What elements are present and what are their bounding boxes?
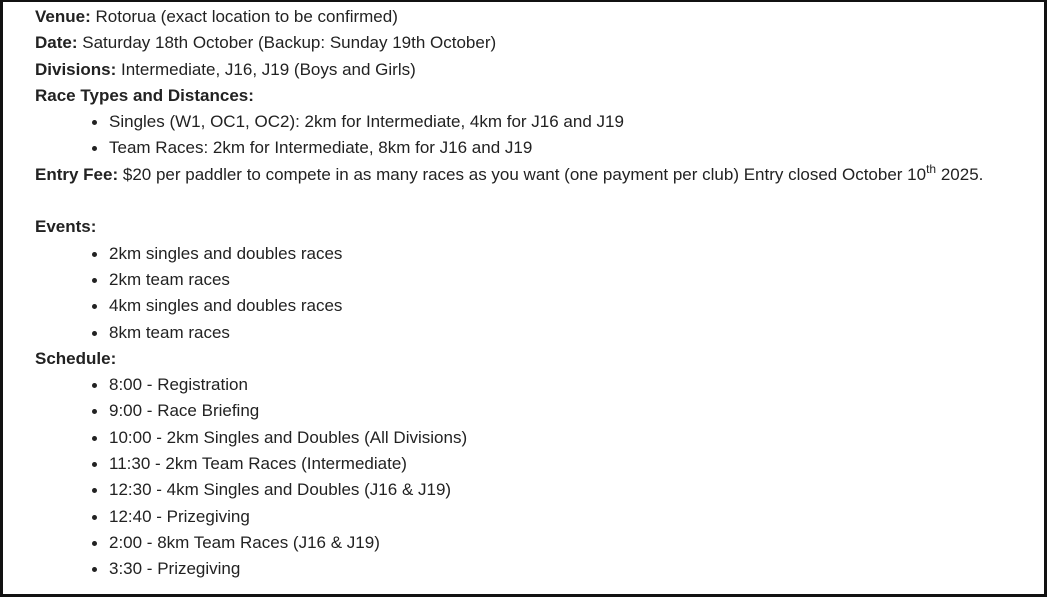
schedule-list: [35, 372, 1035, 582]
spacer: [35, 188, 1035, 214]
divisions-value: Intermediate, J16, J19 (Boys and Girls): [120, 59, 416, 79]
bullet-icon: [92, 146, 97, 151]
schedule-text: 9:00 - Race Briefing: [109, 401, 260, 421]
bullet-icon: [92, 541, 97, 546]
bullet-icon: [92, 567, 97, 572]
race-types-line: [35, 83, 1035, 109]
events-label: Events:: [35, 217, 97, 237]
divisions-label: Divisions:: [35, 59, 117, 79]
venue-label: Venue:: [35, 7, 91, 26]
bullet-icon: [92, 462, 97, 467]
bullet-icon: [92, 304, 97, 309]
schedule-text: 12:40 - Prizegiving: [109, 506, 250, 526]
race-types-label: Race Types and Distances:: [35, 85, 254, 105]
event-text: 2km singles and doubles races: [109, 243, 343, 263]
list-item: [35, 109, 1035, 135]
event-text: 2km team races: [109, 269, 230, 289]
list-item: [35, 530, 1035, 556]
race-types-list: [35, 109, 1035, 162]
list-item: [35, 556, 1035, 582]
bullet-icon: [92, 278, 97, 283]
entry-fee-line: [35, 162, 1035, 188]
list-item: [35, 135, 1035, 161]
bullet-icon: [92, 120, 97, 125]
event-text: 8km team races: [109, 322, 230, 342]
events-heading: [35, 214, 1035, 240]
schedule-text: 11:30 - 2km Team Races (Intermediate): [109, 454, 407, 474]
list-item: [35, 504, 1035, 530]
schedule-text: 3:30 - Prizegiving: [109, 559, 241, 579]
event-info-document: [35, 4, 1035, 583]
schedule-text: 2:00 - 8km Team Races (J16 & J19): [109, 532, 380, 552]
date-line: [35, 30, 1035, 56]
entry-fee-ordinal: th: [926, 161, 937, 176]
list-item: [35, 293, 1035, 319]
bullet-icon: [92, 515, 97, 520]
entry-fee-year: 2025.: [936, 164, 984, 184]
schedule-label: Schedule:: [35, 348, 117, 368]
divisions-line: [35, 57, 1035, 83]
list-item: [35, 451, 1035, 477]
venue-line: [35, 4, 1035, 30]
entry-fee-value: $20 per paddler to compete in as many races as you want (one payment per club) Entry closed October 10: [122, 164, 927, 184]
list-item: [35, 372, 1035, 398]
bullet-icon: [92, 383, 97, 388]
list-item: [35, 398, 1035, 424]
schedule-text: 12:30 - 4km Singles and Doubles (J16 & J19): [109, 480, 452, 500]
event-text: 4km singles and doubles races: [109, 296, 343, 316]
bullet-icon: [92, 436, 97, 441]
bullet-icon: [92, 331, 97, 336]
bullet-icon: [92, 252, 97, 257]
bullet-icon: [92, 488, 97, 493]
list-item: [35, 267, 1035, 293]
entry-fee-label: Entry Fee:: [35, 164, 119, 184]
list-item: [35, 320, 1035, 346]
list-item: [35, 477, 1035, 503]
bullet-icon: [92, 409, 97, 414]
venue-value: Rotorua (exact location to be confirmed): [95, 7, 398, 26]
list-item: [35, 425, 1035, 451]
schedule-heading: [35, 346, 1035, 372]
schedule-text: 8:00 - Registration: [109, 375, 248, 395]
list-item: [35, 241, 1035, 267]
race-type-text: Singles (W1, OC1, OC2): 2km for Intermediate, 4km for J16 and J19: [109, 112, 624, 132]
date-value: Saturday 18th October (Backup: Sunday 19th October): [82, 33, 497, 53]
events-list: [35, 241, 1035, 346]
date-label: Date:: [35, 33, 78, 53]
schedule-text: 10:00 - 2km Singles and Doubles (All Divisions): [109, 427, 468, 447]
race-type-text: Team Races: 2km for Intermediate, 8km for J16 and J19: [109, 138, 533, 158]
